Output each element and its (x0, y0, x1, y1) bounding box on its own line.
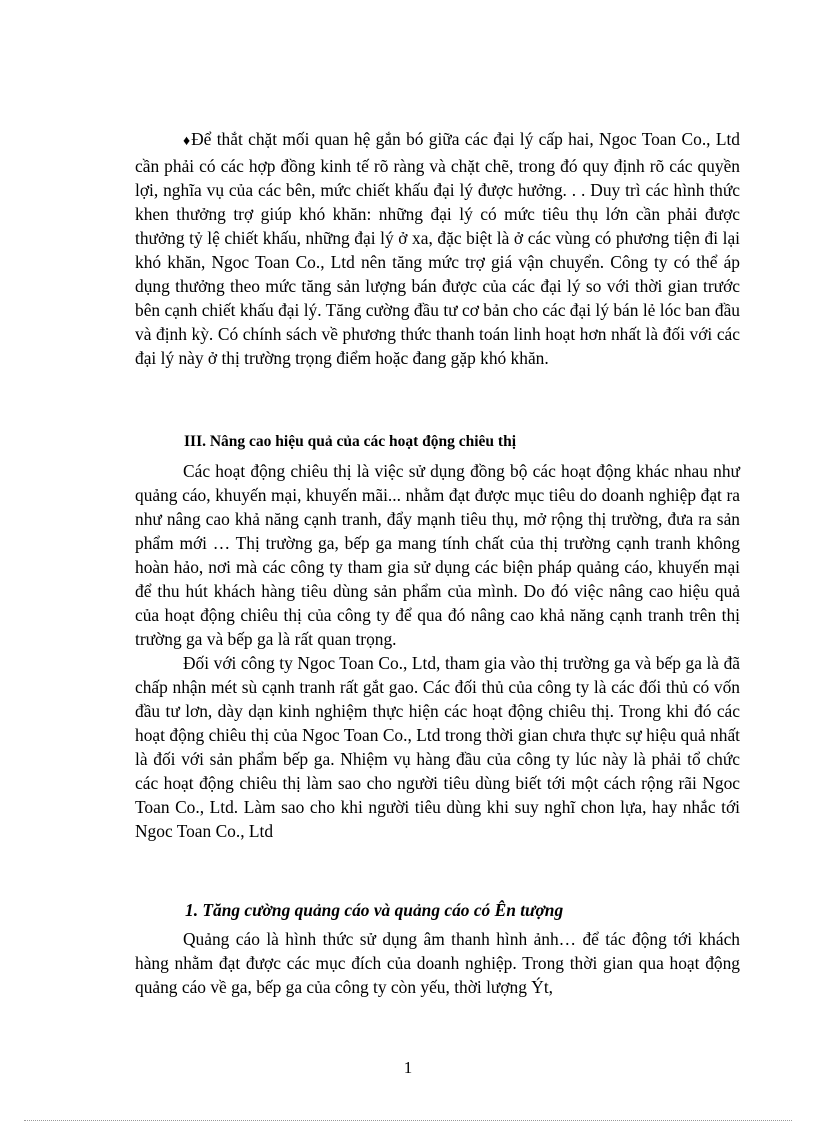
paragraph-distributor-contracts (135, 127, 740, 370)
paragraph-promotion-activities (135, 459, 740, 651)
subheading-advertising: 1. Tăng cường quảng cáo và quảng cáo có Ên tượng (185, 900, 564, 920)
paragraph-4-text: Quảng cáo là hình thức sử dụng âm thanh hình ảnh… để tác động tới khách hàng nhằm đạt được các mục đích của doanh nghiệp. Trong thời gian qua hoạt động quảng cáo về ga, bếp ga của công ty còn yếu, thời lượng Ýt, (135, 929, 740, 997)
paragraph-competition (135, 651, 740, 843)
paragraph-1-text: Để thắt chặt mối quan hệ gắn bó giữa các đại lý cấp hai, Ngoc Toan Co., Ltd cần phải có các hợp đồng kinh tế rõ ràng và chặt chẽ, trong đó quy định rõ các quyền lợi, nghĩa vụ của các bên, mức chiết khấu đại lý được hưởng. . . Duy trì các hình thức khen thưởng trợ giúp khó khăn: những đại lý có mức tiêu thụ lớn cần phải được thưởng tỷ lệ chiết khấu, những đại lý ở xa, đặc biệt là ở các vùng có phương tiện đi lại khó khăn, Ngoc Toan Co., Ltd nên tăng mức trợ giá vận chuyển. Công ty có thể áp dụng thưởng theo mức tăng sản lượng bán được của các đại lý so với thời gian trước bên cạnh chiết khấu đại lý. Tăng cường đầu tư cơ bản cho các đại lý bán lẻ lóc ban đầu và định kỳ. Có chính sách về phương thức thanh toán linh hoạt hơn nhất là đối với các đại lý này ở thị trường trọng điểm hoặc đang gặp khó khăn. (135, 129, 740, 368)
diamond-bullet-icon: ♦ (183, 134, 192, 149)
paragraph-advertising (135, 927, 740, 999)
page-number: 1 (403, 1058, 413, 1077)
page-bottom-divider (24, 1120, 792, 1121)
section-heading-iii: III. Nâng cao hiệu quả của các hoạt động chiêu thị (184, 433, 517, 450)
paragraph-2-text: Các hoạt động chiêu thị là việc sử dụng đồng bộ các hoạt động khác nhau như quảng cáo, khuyến mại, khuyến mãi... nhằm đạt được mục tiêu do doanh nghiệp đạt ra như nâng cao khả năng cạnh tranh, đẩy mạnh tiêu thụ, mở rộng thị trường, đưa ra sản phẩm mới … Thị trường ga, bếp ga mang tính chất của thị trường cạnh tranh không hoàn hảo, nơi mà các công ty tham gia sử dụng các biện pháp quảng cáo, khuyến mại để thu hút khách hàng tiêu dùng sản phẩm của mình. Do đó việc nâng cao hiệu quả của hoạt động chiêu thị của công ty để qua đó nâng cao khả năng cạnh tranh trên thị trường ga và bếp ga là rất quan trọng. (135, 461, 740, 649)
paragraph-3-text: Đối với công ty Ngoc Toan Co., Ltd, tham gia vào thị trường ga và bếp ga là đã chấp nhận mét sù cạnh tranh rất gắt gao. Các đối thủ của công ty là các đối thủ có vốn đầu tư lơn, dày dạn kinh nghiệm thực hiện các hoạt động chiêu thị. Trong khi đó các hoạt động chiêu thị của Ngoc Toan Co., Ltd trong thời gian chưa thực sự hiệu quả nhất là đối với sản phẩm bếp ga. Nhiệm vụ hàng đầu của công ty lúc này là phải tổ chức các hoạt động chiêu thị làm sao cho người tiêu dùng biết tới một cách rộng rãi Ngoc Toan Co., Ltd. Làm sao cho khi người tiêu dùng khi suy nghĩ chon lựa, hay nhắc tới Ngoc Toan Co., Ltd (135, 653, 740, 841)
